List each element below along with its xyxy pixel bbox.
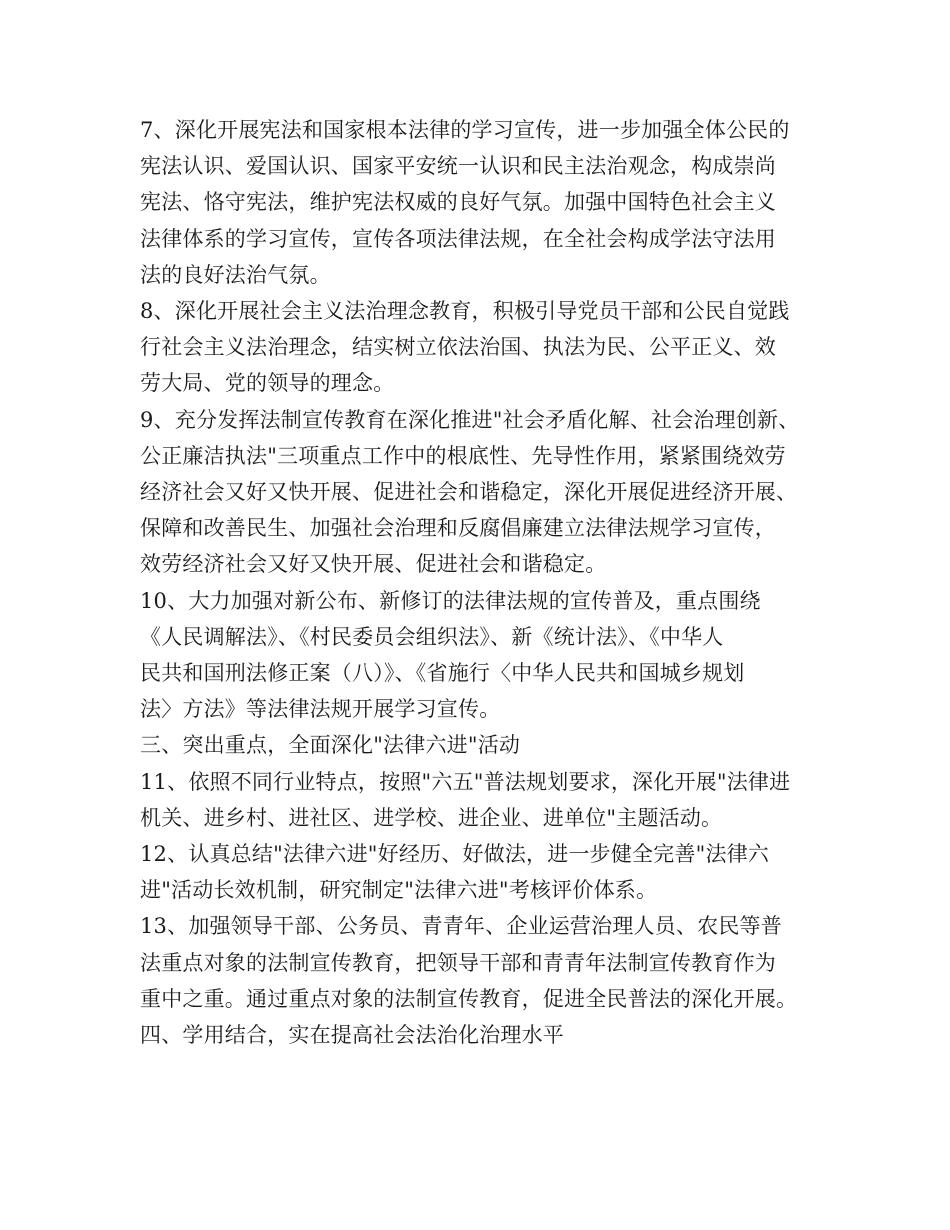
paragraph-item-9 (140, 402, 830, 583)
document-body (140, 112, 830, 1053)
text-line: 法重点对象的法制宣传教育，把领导干部和青青年法制宣传教育作为 (140, 950, 776, 975)
text-line: 11、依照不同行业特点，按照"六五"普法规划要求，深化开展"法律进 (140, 769, 791, 794)
text-line: 重中之重。通过重点对象的法制宣传教育，促进全民普法的深化开展。 (140, 986, 798, 1011)
heading-line: 四、学用结合，实在提高社会法治化治理水平 (140, 1023, 564, 1048)
text-line: 9、充分发挥法制宣传教育在深化推进"社会矛盾化解、社会治理创新、 (140, 407, 800, 432)
text-line: 法律体系的学习宣传，宣传各项法律法规，在全社会构成学法守法用 (140, 226, 776, 251)
paragraph-item-8 (140, 293, 830, 402)
text-line: 保障和改善民生、加强社会治理和反腐倡廉建立法律法规学习宣传， (140, 516, 776, 541)
paragraph-item-13 (140, 908, 830, 1017)
text-line: 法的良好法治气氛。 (140, 262, 331, 287)
heading-line: 三、突出重点，全面深化"法律六进"活动 (140, 733, 521, 758)
text-line: 8、深化开展社会主义法治理念教育，积极引导党员干部和公民自觉践 (140, 299, 790, 324)
paragraph-item-11 (140, 764, 830, 836)
text-line: 民共和国刑法修正案（八）》、《省施行〈中华人民共和国城乡规划 (140, 661, 745, 686)
text-line: 10、大力加强对新公布、新修订的法律法规的宣传普及，重点围绕 (140, 588, 761, 613)
paragraph-item-7 (140, 112, 830, 293)
text-line: 法〉方法》等法律法规开展学习宣传。 (140, 697, 501, 722)
text-line: 《人民调解法》、《村民委员会组织法》、新《统计法》、《中华人 (140, 624, 724, 649)
section-heading-3 (140, 727, 830, 763)
text-line: 12、认真总结"法律六进"好经历、好做法，进一步健全完善"法律六 (140, 842, 770, 867)
text-line: 宪法认识、爱国认识、国家平安统一认识和民主法治观念，构成崇尚 (140, 154, 776, 179)
paragraph-item-10 (140, 583, 830, 728)
section-heading-4 (140, 1017, 830, 1053)
text-line: 公正廉洁执法"三项重点工作中的根底性、先导性作用，紧紧围绕效劳 (140, 443, 786, 468)
text-line: 劳大局、党的领导的理念。 (140, 371, 395, 396)
text-line: 经济社会又好又快开展、促进社会和谐稳定，深化开展促进经济开展、 (140, 480, 798, 505)
text-line: 7、深化开展宪法和国家根本法律的学习宣传，进一步加强全体公民的 (140, 118, 790, 142)
text-line: 进"活动长效机制，研究制定"法律六进"考核评价体系。 (140, 878, 658, 903)
text-line: 行社会主义法治理念，结实树立依法治国、执法为民、公平正义、效 (140, 335, 776, 360)
paragraph-item-12 (140, 836, 830, 908)
text-line: 机关、进乡村、进社区、进学校、进企业、进单位"主题活动。 (140, 805, 723, 830)
text-line: 效劳经济社会又好又快开展、促进社会和谐稳定。 (140, 552, 607, 577)
text-line: 13、加强领导干部、公务员、青青年、企业运营治理人员、农民等普 (140, 914, 782, 939)
text-line: 宪法、恪守宪法，维护宪法权威的良好气氛。加强中国特色社会主义 (140, 190, 776, 215)
